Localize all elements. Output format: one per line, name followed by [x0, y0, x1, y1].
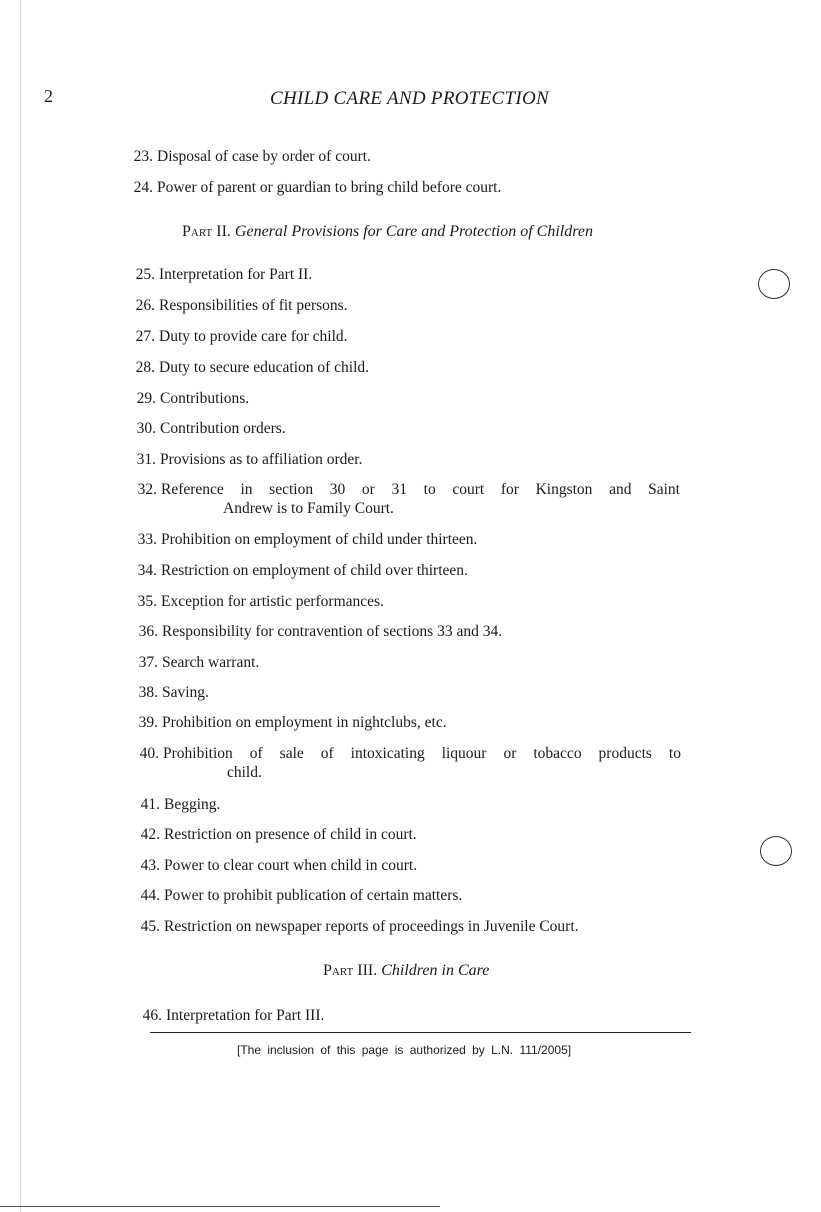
section-title: Duty to provide care for child. — [159, 328, 348, 345]
section-number: 39. — [138, 714, 158, 731]
section-title: Duty to secure education of child. — [159, 359, 370, 376]
toc-entry — [118, 683, 209, 702]
section-number: 29. — [136, 390, 156, 407]
entry-first-line — [117, 480, 680, 499]
section-title: Saving. — [162, 684, 209, 701]
toc-entry — [119, 744, 681, 782]
section-title: Search warrant. — [162, 654, 260, 671]
section-number: 26. — [135, 297, 155, 314]
section-number: 31. — [136, 451, 156, 468]
section-number: 27. — [135, 328, 155, 345]
section-title: Restriction on employment of child over thirteen. — [161, 562, 468, 579]
section-title: Restriction on presence of child in court. — [164, 826, 417, 843]
punch-hole-upper — [758, 269, 790, 299]
section-number: 44. — [140, 887, 160, 904]
toc-entry — [115, 296, 348, 315]
toc-entry — [113, 147, 371, 166]
punch-hole-lower — [760, 836, 792, 866]
toc-entry — [115, 265, 312, 284]
section-number: 41. — [140, 796, 160, 813]
footer-rule — [150, 1032, 691, 1033]
section-title: Prohibition on employment in nightclubs, etc. — [162, 714, 447, 731]
part-heading — [323, 962, 489, 980]
section-number: 35. — [137, 593, 157, 610]
section-title: Prohibition on employment of child under thirteen. — [161, 531, 478, 548]
section-title-continuation: Andrew is to Family Court. — [223, 500, 394, 517]
section-title: Power to prohibit publication of certain matters. — [164, 887, 463, 904]
section-title: Disposal of case by order of court. — [157, 148, 371, 165]
section-number: 28. — [135, 359, 155, 376]
toc-entry — [117, 592, 384, 611]
section-title: Interpretation for Part III. — [166, 1007, 325, 1024]
section-number: 34. — [137, 562, 157, 579]
part-title: Children in Care — [381, 962, 490, 979]
section-title-continuation: child. — [227, 764, 262, 781]
page-bottom-edge — [0, 1206, 440, 1207]
toc-entry — [120, 795, 220, 814]
toc-entry — [120, 917, 579, 936]
section-number: 46. — [142, 1007, 162, 1024]
section-number: 37. — [138, 654, 158, 671]
toc-entry — [117, 480, 680, 518]
toc-entry — [120, 825, 417, 844]
section-number: 33. — [137, 531, 157, 548]
section-number: 40. — [139, 745, 159, 762]
section-number: 32. — [137, 481, 157, 498]
page-header-title: CHILD CARE AND PROTECTION — [270, 88, 549, 109]
section-title: Power to clear court when child in court. — [164, 857, 418, 874]
page-number: 2 — [44, 86, 53, 106]
toc-entry — [116, 419, 286, 438]
toc-entry — [117, 561, 468, 580]
section-number: 42. — [140, 826, 160, 843]
toc-entry — [118, 622, 502, 641]
toc-entry — [115, 358, 369, 377]
section-title: Contributions. — [160, 390, 250, 407]
part-title: General Provisions for Care and Protection of Children — [234, 223, 593, 240]
toc-entry — [116, 450, 362, 469]
section-title: Provisions as to affiliation order. — [160, 451, 363, 468]
toc-entry — [122, 1006, 324, 1025]
section-number: 24. — [133, 179, 153, 196]
section-number: 38. — [138, 684, 158, 701]
section-title: Reference in section 30 or 31 to court for Kingston and Saint — [161, 481, 680, 498]
section-title: Restriction on newspaper reports of proceedings in Juvenile Court. — [164, 918, 579, 935]
footer-authorization-note: [The inclusion of this page is authorized by L.N. 111/2005] — [237, 1043, 572, 1057]
section-title: Responsibility for contravention of sections 33 and 34. — [162, 623, 503, 640]
toc-entry — [117, 530, 477, 549]
toc-entry — [115, 327, 348, 346]
section-number: 36. — [138, 623, 158, 640]
section-title: Prohibition of sale of intoxicating liquour or tobacco products to — [163, 745, 681, 762]
section-number: 45. — [140, 918, 160, 935]
section-title: Begging. — [164, 796, 221, 813]
section-number: 23. — [133, 148, 153, 165]
toc-entry — [120, 856, 417, 875]
section-number: 30. — [136, 420, 156, 437]
toc-entry — [118, 713, 447, 732]
toc-entry — [120, 886, 462, 905]
toc-entry — [116, 389, 249, 408]
part-label: Part II. — [182, 223, 231, 240]
toc-entry — [113, 178, 501, 197]
section-title: Responsibilities of fit persons. — [159, 297, 348, 314]
toc-entry — [118, 653, 259, 672]
section-title: Interpretation for Part II. — [159, 266, 313, 283]
section-title: Exception for artistic performances. — [161, 593, 384, 610]
section-number: 25. — [135, 266, 155, 283]
section-title: Power of parent or guardian to bring child before court. — [157, 179, 502, 196]
part-label: Part III. — [323, 962, 378, 979]
section-number: 43. — [140, 857, 160, 874]
entry-first-line — [119, 744, 681, 763]
part-heading — [182, 223, 593, 241]
section-title: Contribution orders. — [160, 420, 286, 437]
